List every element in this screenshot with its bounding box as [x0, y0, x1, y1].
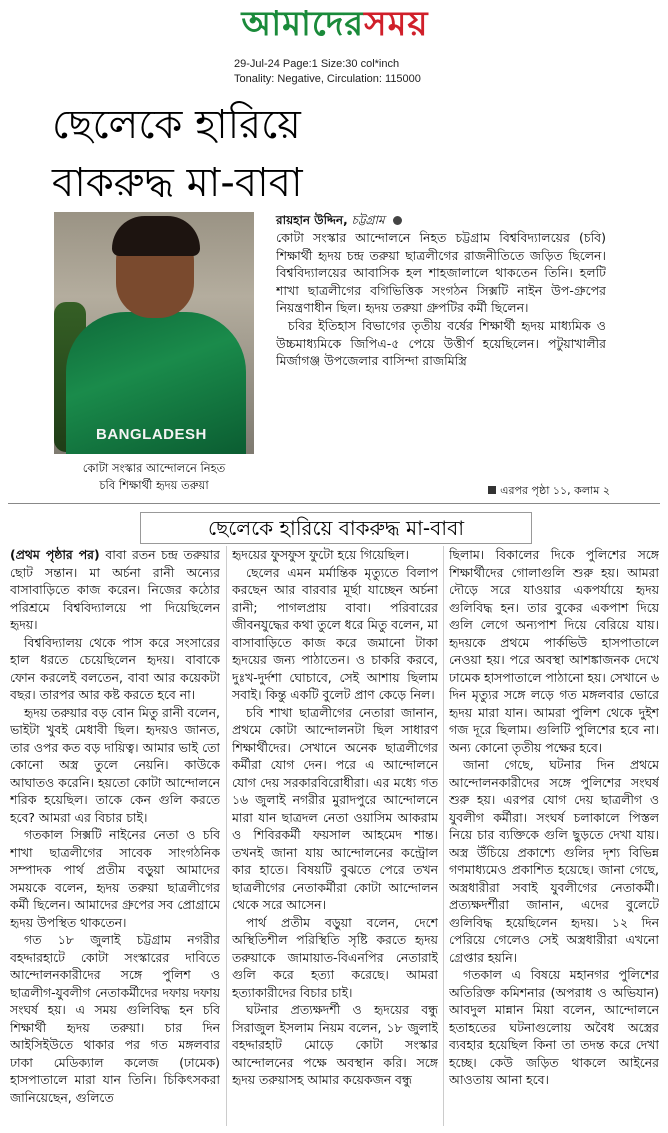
byline-place: চট্টগ্রাম	[351, 213, 385, 227]
meta-line-date-size: 29-Jul-24 Page:1 Size:30 col*inch	[234, 58, 400, 70]
byline-name: রায়হান উদ্দিন,	[276, 213, 348, 227]
continued-note	[340, 484, 610, 498]
col3-paragraph-3: গতকাল এ বিষয়ে মহানগর পুলিশের অতিরিক্ত কমিশনার (অপরাধ ও অভিযান) আবদুল মান্নান মিয়া বলেন, আন্দোলনে হতাহতের ঘটনাগুলোয় অবৈধ অস্ত্রের ব্যবহার হয়েছিল কিনা তা তদন্ত করে দেখা হচ্ছে। কেউ জড়িত থাকলে আইনের আওতায় আনা হবে।	[449, 967, 659, 1087]
masthead-part2: সময়	[364, 4, 429, 44]
col1-paragraph-1-text: বাবা রতন চন্দ্র তরুয়ার ছোট সন্তান। মা অর্চনা রানী অন্যের বাসাবাড়িতে কাজ করেন। নিজের কঠোর পরিশ্রমে বিশ্ববিদ্যালয়ে পা দিয়েছিলেন হৃদয়।	[10, 547, 220, 632]
column-divider	[443, 546, 444, 1126]
clipping-meta	[234, 57, 494, 87]
byline	[276, 211, 596, 229]
body-column-3	[449, 546, 659, 1126]
photo-hair	[112, 216, 200, 256]
headline-line1: ছেলেকে হারিয়ে	[52, 102, 301, 148]
col2-paragraph-2: ছেলের এমন মর্মান্তিক মৃত্যুতে বিলাপ করছেন আর বারবার মূর্ছা যাচ্ছেন অর্চনা রানী; পাগলপ্রায় বাবা। পরিবারের জীবনযুদ্ধের কথা তুলে ধরে মিতু বলেন, মা বাসাবাড়িতে কাজ করে জমানো টাকা হৃদয়ের জন্য পাঠাতেন। ও চাকরি করবে, দুঃখ-দুর্দশা ঘোচাবে, সেই আশায় ছিলাম সবাই। কিন্তু একটি বুলেট প্রাণ কেড়ে নিল।	[232, 564, 438, 702]
lead-paragraph-1: কোটা সংস্কার আন্দোলনে নিহত চট্টগ্রাম বিশ্ববিদ্যালয়ের (চবি) শিক্ষার্থী হৃদয় চন্দ্র তরুয়া ছাত্রলীগের রাজনীতিতে জড়িত ছিলেন। বিশ্ববিদ্যালয়ের আবাসিক হল শাহজালালে থাকতেন তিনি। হলটি শাখা ছাত্রলীগের বগিভিত্তিক সংগঠন সিক্সটি নাইন উপ-গ্রুপের নিয়ন্ত্রণাধীন ছিল। হৃদয় তরুয়া গ্রুপটির কর্মী ছিলেন।	[276, 230, 606, 316]
photo-caption	[54, 460, 254, 494]
col1-paragraph-5: গত ১৮ জুলাই চট্টগ্রাম নগরীর বহদ্দারহাটে কোটা সংস্কারের দাবিতে আন্দোলনকারীদের সঙ্গে পুলিশ ও ছাত্রলীগ-যুবলীগ নেতাকর্মীদের দফায় দফায় সংঘর্ষ হয়। এ সময় গুলিবিদ্ধ হন চবি শিক্ষার্থী হৃদয় তরুয়া। চার দিন আইসিইউতে থাকার পর গত মঙ্গলবার ঢাকা মেডিক্যাল কলেজ (ঢামেক) হাসপাতালে মারা যান তিনি। চিকিৎসকরা জানিয়েছেন, গুলিতে	[10, 932, 220, 1105]
article-photo	[54, 212, 254, 454]
col1-paragraph-3: হৃদয় তরুয়ার বড় বোন মিতু রানী বলেন, ভাইটা খুবই মেধাবী ছিল। হৃদয়ও জানত, তার ওপর কত বড় দায়িত্ব। আমার ভাই তো কোনো অস্ত্র তুলে নেয়নি। কাউকে আঘাতও করেনি। হয়তো কোটা আন্দোলনে শরিক হয়েছিল। তাকে কেন গুলি করতে হবে? আমরা এর বিচার চাই।	[10, 704, 220, 825]
caption-line1: কোটা সংস্কার আন্দোলনে নিহত	[82, 461, 226, 475]
square-bullet-icon	[488, 486, 496, 494]
section-divider	[8, 503, 660, 504]
body-column-2	[232, 546, 438, 1126]
headline-line2: বাকরুদ্ধ মা-বাবা	[52, 160, 303, 206]
col2-paragraph-4: পার্থ প্রতীম বড়ুয়া বলেন, দেশে অস্থিতিশীল পরিস্থিতি সৃষ্টি করতে হৃদয় তরুয়াকে জামায়াত-বিএনপির নেতারাই গুলি করে হত্যা করেছে। আমরা হত্যাকারীদের বিচার চাই।	[232, 914, 438, 1000]
col2-paragraph-5: ঘটনার প্রত্যক্ষদর্শী ও হৃদয়ের বন্ধু সিরাজুল ইসলাম নিয়ম বলেন, ১৮ জুলাই বহদ্দারহাট মোড়ে কোটা সংস্কার আন্দোলনের পক্ষে অবস্থান করি। সঙ্গে হৃদয় তরুয়াসহ আমার কয়েকজন বন্ধু	[232, 1002, 438, 1087]
column-divider	[226, 546, 227, 1126]
col3-paragraph-2: জানা গেছে, ঘটনার দিন প্রথমে আন্দোলনকারীদের সঙ্গে পুলিশের সংঘর্ষ শুরু হয়। এরপর যোগ দেয় ছাত্রলীগ ও যুবলীগ কর্মীরা। সংঘর্ষ চলাকালে পিস্তল নিয়ে চার ব্যক্তিকে গুলি ছুড়তে দেখা যায়। অস্ত্র উঁচিয়ে প্রকাশ্যে গুলির দৃশ্য বিভিন্ন গণমাধ্যমেও প্রকাশিত হয়েছে। জানা গেছে, অস্ত্রধারীরা সবাই যুবলীগের নেতাকর্মী। প্রত্যক্ষদর্শীরা জানান, এদের বুলেটে গুলিবিদ্ধ হয়েছিলেন হৃদয়। ১২ দিন পেরিয়ে গেলেও সেই অস্ত্রধারীরা এখনো গ্রেপ্তার হয়নি।	[449, 757, 659, 965]
col1-paragraph-4: গতকাল সিক্সটি নাইনের নেতা ও চবি শাখা ছাত্রলীগের সাবেক সাংগঠনিক সম্পাদক পার্থ প্রতীম বড়ুয়া আমাদের সময়কে বলেন, হৃদয় তরুয়া ছাত্রলীগের কর্মী ছিলেন। আমাদের গ্রুপের সব প্রোগ্রামে হৃদয় উপস্থিত থাকতেন।	[10, 827, 220, 930]
col2-paragraph-1: হৃদয়ের ফুসফুস ফুটো হয়ে গিয়েছিল।	[232, 547, 409, 562]
jersey-text: BANGLADESH	[96, 426, 207, 443]
bullet-dot-icon	[393, 216, 402, 225]
meta-line-tonality: Tonality: Negative, Circulation: 115000	[234, 73, 421, 85]
col1-paragraph-1	[10, 546, 220, 634]
newspaper-masthead	[190, 2, 480, 46]
col3-paragraph-1: ছিলাম। বিকালের দিকে পুলিশের সঙ্গে শিক্ষার্থীদের গোলাগুলি শুরু হয়। আমরা দৌড়ে সরে যাওয়ার একপর্যায়ে হৃদয় গুলিবিদ্ধ হন। তার বুকের একপাশ দিয়ে গুলি লেগে অন্যপাশ দিয়ে বেরিয়ে যায়। হৃদয়কে প্রথমে পার্কভিউ হাসপাতালে নেওয়া হয়। পরে অবস্থা আশঙ্কাজনক দেখে ঢামেক হাসপাতালে পাঠানো হয়। সেখানে ৬ দিন মৃত্যুর সঙ্গে লড়ে গত মঙ্গলবার ভোরে হৃদয় মারা যান। আমরা পুলিশ থেকে দুইশ গজ দূরে ছিলাম। গুলিটি পুলিশের হবে না। অন্য কোনো তৃতীয় পক্ষের হবে।	[449, 547, 659, 755]
article-headline	[52, 96, 612, 212]
lead-text	[276, 229, 606, 489]
body-column-1	[10, 546, 220, 1126]
continued-text: এরপর পৃষ্ঠা ১১, কলাম ২	[500, 484, 610, 497]
col2-paragraph-3: চবি শাখা ছাত্রলীগের নেতারা জানান, প্রথমে কোটা আন্দোলনটা ছিল সাধারণ শিক্ষার্থীদের। সেখানে অনেক ছাত্রলীগের কর্মীরা যোগ দেন। পরে এ আন্দোলনে যোগ দেয় সরকারবিরোধীরা। এর মধ্যে গত ১৬ জুলাই নগরীর মুরাদপুরে আন্দোলনে মারা যান ছাত্রদল নেতা ওয়াসিম আকরাম ও শিবিরকর্মী ফয়সাল আহমেদ শান্ত। তখনই জানা যায় আন্দোলনের কন্ট্রোল কার হাতে। বিষয়টি বুঝতে পেরে তখন ছাত্রলীগের নেতাকর্মীরা কোটা আন্দোলন থেকে সরে আসেন।	[232, 704, 438, 912]
masthead-part1: আমাদের	[241, 4, 365, 44]
continuation-headline: ছেলেকে হারিয়ে বাকরুদ্ধ মা-বাবা	[140, 512, 532, 544]
col1-paragraph-2: বিশ্ববিদ্যালয় থেকে পাস করে সংসারের হাল ধরতে চেয়েছিলেন হৃদয়। বাবাকে ফোন করলেই বলতেন, বাবা আর কয়েকটা বছর। তারপর আর কষ্ট করতে হবে না।	[10, 634, 220, 702]
caption-line2: চবি শিক্ষার্থী হৃদয় তরুয়া	[99, 478, 209, 492]
continued-from-label: (প্রথম পৃষ্ঠার পর)	[10, 547, 100, 562]
lead-paragraph-2: চবির ইতিহাস বিভাগের তৃতীয় বর্ষের শিক্ষার্থী হৃদয় মাধ্যমিক ও উচ্চমাধ্যমিকে জিপিএ-৫ পেয়ে উত্তীর্ণ হয়েছিলেন। পটুয়াখালীর মির্জাগঞ্জ উপজেলার বাসিন্দা রাজমিস্ত্রি	[276, 317, 606, 369]
